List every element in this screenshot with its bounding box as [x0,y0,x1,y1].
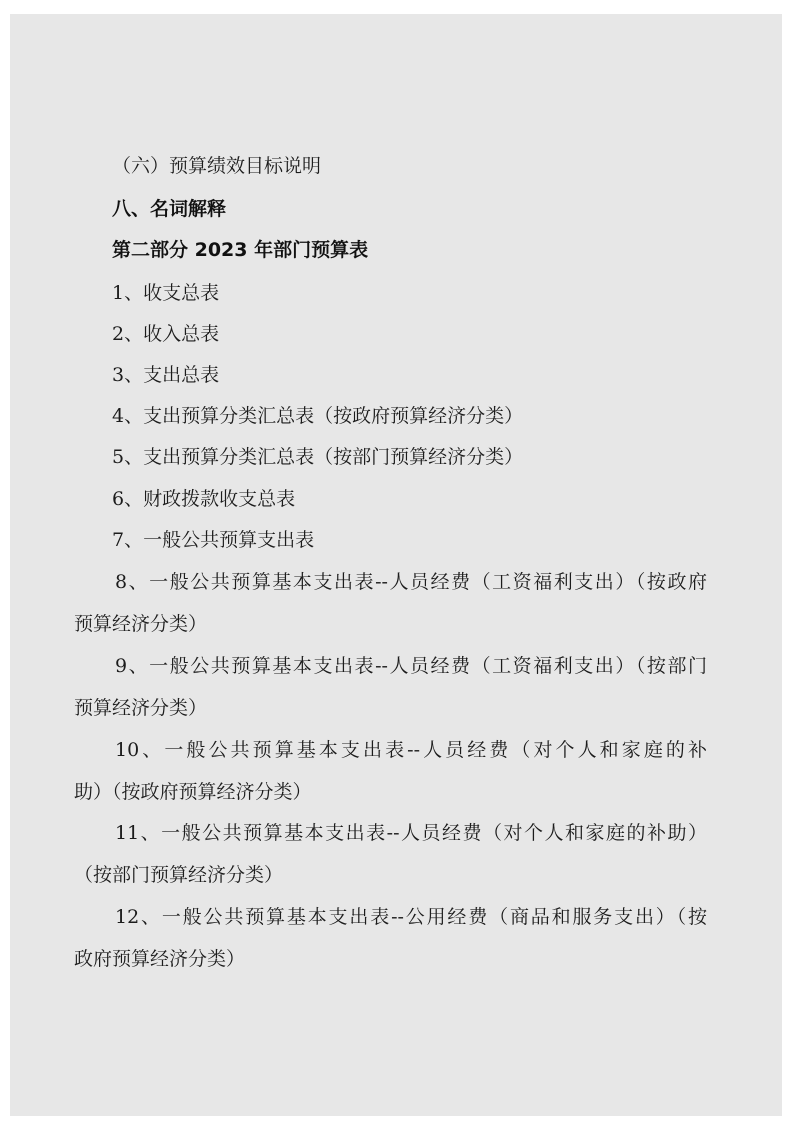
table-list-item-4: 4、支出预算分类汇总表（按政府预算经济分类） [112,405,524,427]
table-list-item-6: 6、财政拨款收支总表 [112,488,296,510]
item-six-performance-goals: （六）预算绩效目标说明 [112,155,322,177]
table-list-item-11-line-1: 11、一般公共预算基本支出表--人员经费（对个人和家庭的补助） [115,822,707,844]
table-list-item-8-line-1: 8、一般公共预算基本支出表--人员经费（工资福利支出）（按政府 [115,571,707,593]
table-list-item-5: 5、支出预算分类汇总表（按部门预算经济分类） [112,446,524,468]
table-list-item-9-line-2: 预算经济分类） [74,697,208,719]
table-list-item-7: 7、一般公共预算支出表 [112,529,315,551]
table-list-item-8-line-2: 预算经济分类） [74,613,208,635]
table-list-item-10-line-1: 10、一般公共预算基本支出表--人员经费（对个人和家庭的补 [115,739,707,761]
table-list-item-2: 2、收入总表 [112,323,220,345]
part-two-heading: 第二部分 2023 年部门预算表 [112,239,369,261]
section-eight-heading: 八、名词解释 [112,198,227,220]
table-list-item-11-line-2: （按部门预算经济分类） [74,864,284,886]
table-list-item-10-line-2: 助）（按政府预算经济分类） [74,781,312,803]
table-list-item-1: 1、收支总表 [112,282,220,304]
table-list-item-12-line-2: 政府预算经济分类） [74,948,246,970]
table-list-item-9-line-1: 9、一般公共预算基本支出表--人员经费（工资福利支出）（按部门 [115,655,707,677]
table-list-item-12-line-1: 12、一般公共预算基本支出表--公用经费（商品和服务支出）（按 [115,906,707,928]
table-list-item-3: 3、支出总表 [112,364,220,386]
